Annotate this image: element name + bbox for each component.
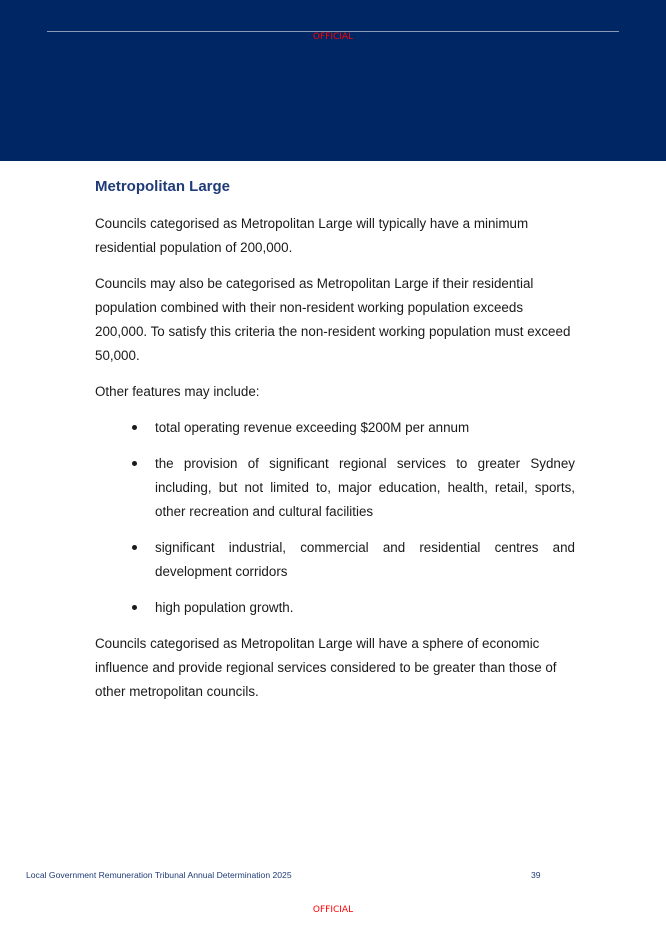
- page-number: 39: [531, 870, 541, 880]
- list-item: [95, 416, 575, 440]
- list-item-text: significant industrial, commercial and residential centres and development corridors: [155, 540, 575, 579]
- classification-marking-top: OFFICIAL: [312, 32, 354, 42]
- section-title: Metropolitan Large: [95, 178, 231, 195]
- list-item: [95, 452, 575, 524]
- classification-marking-bottom: OFFICIAL: [312, 905, 354, 915]
- bullet-icon: [132, 461, 137, 466]
- paragraph-closing: Councils categorised as Metropolitan Large will have a sphere of economic influence and provide regional services considered to be greater than those of other metropolitan councils.: [95, 636, 557, 699]
- bullet-icon: [132, 605, 137, 610]
- header-band: [0, 0, 666, 161]
- list-item-text: high population growth.: [155, 600, 294, 615]
- list-item-text: the provision of significant regional services to greater Sydney including, but not limited to, major education, health, retail, sports, other recreation and cultural facilities: [155, 456, 575, 519]
- list-item: [95, 536, 575, 584]
- features-list: [95, 416, 575, 620]
- list-item: [95, 596, 575, 620]
- list-item-text: total operating revenue exceeding $200M per annum: [155, 420, 470, 435]
- paragraph-combined-population: Councils may also be categorised as Metropolitan Large if their residential population combined with their non-resident working population exceeds 200,000. To satisfy this criteria the non-resident working population must exceed 50,000.: [95, 276, 571, 363]
- bullet-icon: [132, 545, 137, 550]
- paragraph-other-features: Other features may include:: [95, 384, 260, 399]
- paragraph-minimum-population: Councils categorised as Metropolitan Large will typically have a minimum residential population of 200,000.: [95, 216, 529, 255]
- main-content: [95, 176, 575, 716]
- bullet-icon: [132, 425, 137, 430]
- footer-document-title: Local Government Remuneration Tribunal Annual Determination 2025: [26, 870, 292, 880]
